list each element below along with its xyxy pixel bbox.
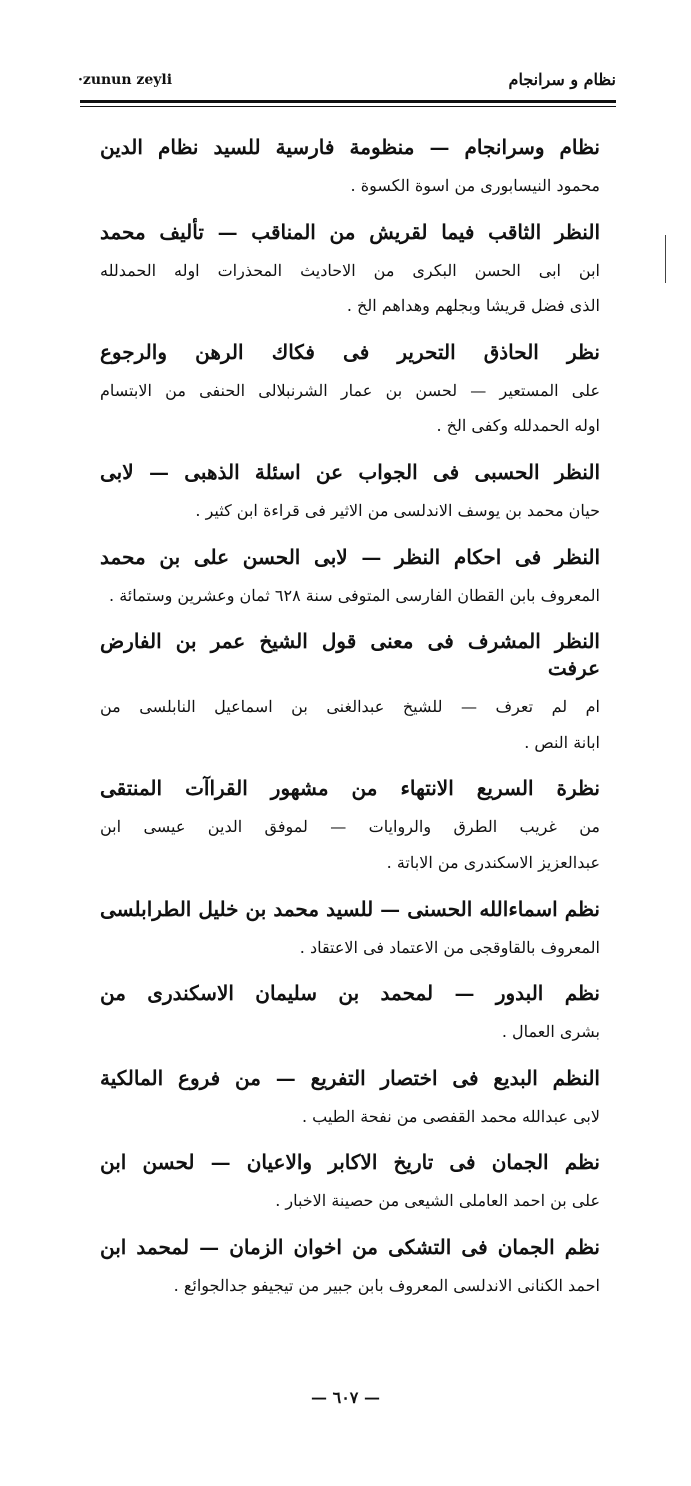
entry-text-line: لابى عبدالله محمد القفصى من نفحة الطيب . [301, 1106, 600, 1126]
running-header [78, 72, 616, 96]
entry-title-line: نظم البدور — لمحمد بن سليمان الاسكندرى من [100, 981, 600, 1006]
entries-list [100, 126, 600, 1311]
bibliography-entry [100, 767, 600, 873]
bibliography-entry [100, 331, 600, 437]
entry-text-line: على المستعير — لحسن بن عمار الشرنبلالى الحنفى من الابتسام [100, 380, 600, 400]
header-rule-thin [80, 106, 616, 107]
entry-title-line: نظام وسرانجام — منظومة فارسية للسيد نظام الدين [100, 135, 600, 159]
entry-text-line: اوله الحمدلله وكفى الخ . [436, 416, 600, 436]
entry-text-line: محمود النيسابورى من اسوة الكسوة . [350, 176, 600, 195]
bibliography-entry [100, 1141, 600, 1212]
entry-text-line: على بن احمد العاملى الشيعى من حصينة الاخبار . [275, 1191, 600, 1211]
entry-title-line: النظر المشرف فى معنى قول الشيخ عمر بن الفارض عرفت [100, 629, 600, 681]
bibliography-entry [100, 126, 600, 197]
entry-text-line: بشرى العمال . [501, 1022, 600, 1042]
bibliography-entry [100, 1057, 600, 1128]
bibliography-entry [100, 972, 600, 1043]
entry-text-line: احمد الكنانى الاندلسى المعروف بابن جبير من تيجيفو جدالجوائع . [173, 1275, 600, 1295]
entry-title-line: النظر فى احكام النظر — لابى الحسن على بن محمد [100, 544, 600, 569]
entry-title-line: نظم اسماءالله الحسنى — للسيد محمد بن خليل الطرابلسى [100, 896, 600, 921]
entry-text-line: الذى فضل قريشا وبجلهم وهداهم الخ . [346, 296, 600, 316]
page-number: — ٦٠٧ — [311, 1388, 380, 1407]
header-rule-thick [80, 100, 616, 103]
entry-text-line: المعروف بالقاوقجى من الاعتماد فى الاعتقاد . [299, 937, 600, 957]
bibliography-entry [100, 536, 600, 607]
bibliography-entry [100, 211, 600, 317]
entry-title-line: النظم البديع فى اختصار التفريع — من فروع المالكية [100, 1065, 600, 1090]
bibliography-entry [100, 451, 600, 522]
entry-title-line: نظر الحاذق التحرير فى فكاك الرهن والرجوع [100, 339, 600, 364]
header-right-text: نظام و سرانجام [508, 70, 616, 89]
entry-text-line: حيان محمد بن يوسف الاندلسى من الاثير فى قراءة ابن كثير . [195, 500, 600, 520]
entry-text-line: من غريب الطرق والروايات — لموفق الدين عيسى ابن [100, 817, 600, 837]
entry-text-line: ابن ابى الحسن البكرى من الاحاديث المحذرات اوله الحمدلله [100, 260, 600, 280]
entry-text-line: المعروف بابن القطان الفارسى المتوفى سنة ٦٢٨ ثمان وعشرين وستمائة . [109, 585, 600, 605]
entry-title-line: نظم الجمان فى تاريخ الاكابر والاعيان — لحسن ابن [100, 1150, 600, 1175]
entry-title-line: النظر الثاقب فيما لقريش من المناقب — تأليف محمد [100, 219, 600, 244]
margin-mark [665, 235, 666, 283]
bibliography-entry [100, 888, 600, 959]
entry-text-line: ام لم تعرف — للشيخ عبدالغنى بن اسماعيل النابلسى من [100, 697, 600, 717]
bibliography-entry [100, 620, 600, 753]
entry-title-line: نظم الجمان فى التشكى من اخوان الزمان — لمحمد ابن [100, 1234, 600, 1259]
entry-text-line: ابانة النص . [524, 732, 600, 752]
header-left-text: ·zunun zeyli [78, 72, 173, 88]
entry-title-line: نظرة السريع الانتهاء من مشهور القراآت المنتقى [100, 776, 600, 801]
bibliography-entry [100, 1226, 600, 1297]
entry-text-line: عبدالعزيز الاسكندرى من الاباتة . [386, 852, 600, 872]
entry-title-line: النظر الحسبى فى الجواب عن اسئلة الذهبى — لابى [100, 459, 600, 484]
